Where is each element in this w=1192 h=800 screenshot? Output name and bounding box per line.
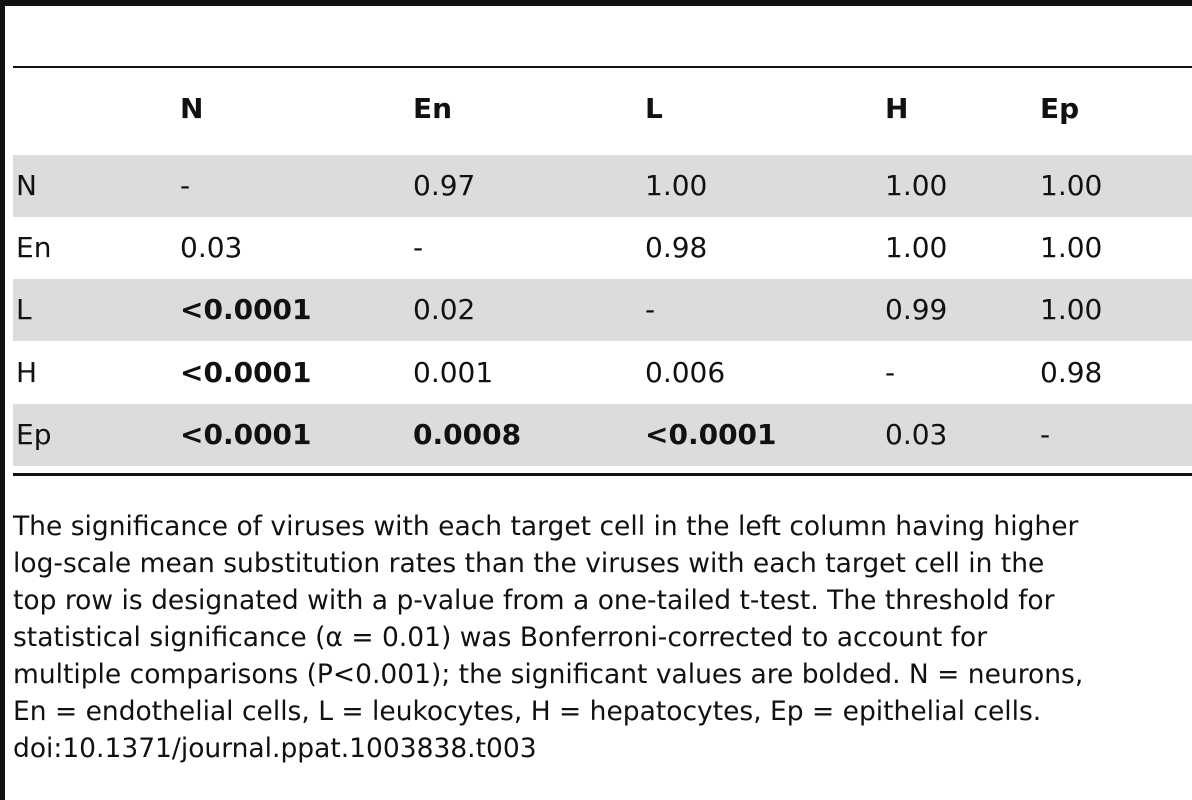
table-cell: 1.00	[645, 169, 708, 202]
row-label: N	[16, 169, 37, 202]
table-cell: 0.98	[645, 231, 708, 264]
table-bottom-rule	[13, 473, 1192, 476]
table-cell: -	[180, 169, 191, 202]
table-cell: 0.97	[413, 169, 476, 202]
table-row	[13, 342, 1192, 404]
table-row	[13, 217, 1192, 279]
doi-line: doi:10.1371/journal.ppat.1003838.t003	[13, 733, 537, 764]
table-cell: 1.00	[885, 169, 948, 202]
table-cell: 1.00	[1040, 231, 1103, 264]
footnote-line: log-scale mean substitution rates than the viruses with each target cell in the	[13, 548, 1045, 579]
table-cell: 0.03	[180, 231, 243, 264]
table-cell-significant: <0.0001	[645, 418, 777, 451]
footnote-line: top row is designated with a p-value from a one-tailed t-test. The threshold for	[13, 585, 1055, 616]
footnote-line: statistical significance (α = 0.01) was Bonferroni-corrected to account for	[13, 622, 988, 653]
table-cell: -	[645, 293, 656, 326]
table-cell: 1.00	[885, 231, 948, 264]
table-cell-significant: <0.0001	[180, 293, 312, 326]
table-cell: 1.00	[1040, 169, 1103, 202]
table-cell: 0.99	[885, 293, 948, 326]
table-cell-significant: <0.0001	[180, 418, 312, 451]
table-top-rule	[0, 0, 1192, 6]
header-cell: En	[413, 92, 453, 125]
table-cell: 1.00	[1040, 293, 1103, 326]
header-divider	[13, 66, 1192, 68]
table-footnote	[13, 508, 1192, 767]
row-label: En	[16, 231, 52, 264]
left-border-rule	[0, 0, 5, 800]
table-row	[13, 404, 1192, 466]
table-row	[13, 155, 1192, 217]
header-cell: N	[180, 92, 204, 125]
table-cell: 0.98	[1040, 356, 1103, 389]
table-cell: 0.03	[885, 418, 948, 451]
footnote-line: The significance of viruses with each target cell in the left column having higher	[13, 511, 1079, 542]
footnote-line: multiple comparisons (P<0.001); the significant values are bolded. N = neurons,	[13, 659, 1084, 690]
table-cell-significant: <0.0001	[180, 356, 312, 389]
table-cell: 0.02	[413, 293, 476, 326]
row-label: Ep	[16, 418, 52, 451]
table-header-row	[13, 78, 1192, 140]
table-cell: -	[413, 231, 424, 264]
table-cell: 0.006	[645, 356, 726, 389]
header-cell: H	[885, 92, 909, 125]
table-cell-significant: 0.0008	[413, 418, 522, 451]
row-label: L	[16, 293, 32, 326]
table-cell: 0.001	[413, 356, 494, 389]
table-cell: -	[1040, 418, 1051, 451]
row-label: H	[16, 356, 38, 389]
header-cell: L	[645, 92, 663, 125]
header-cell: Ep	[1040, 92, 1080, 125]
footnote-line: En = endothelial cells, L = leukocytes, H = hepatocytes, Ep = epithelial cells.	[13, 696, 1042, 727]
table-cell: -	[885, 356, 896, 389]
table-row	[13, 279, 1192, 341]
